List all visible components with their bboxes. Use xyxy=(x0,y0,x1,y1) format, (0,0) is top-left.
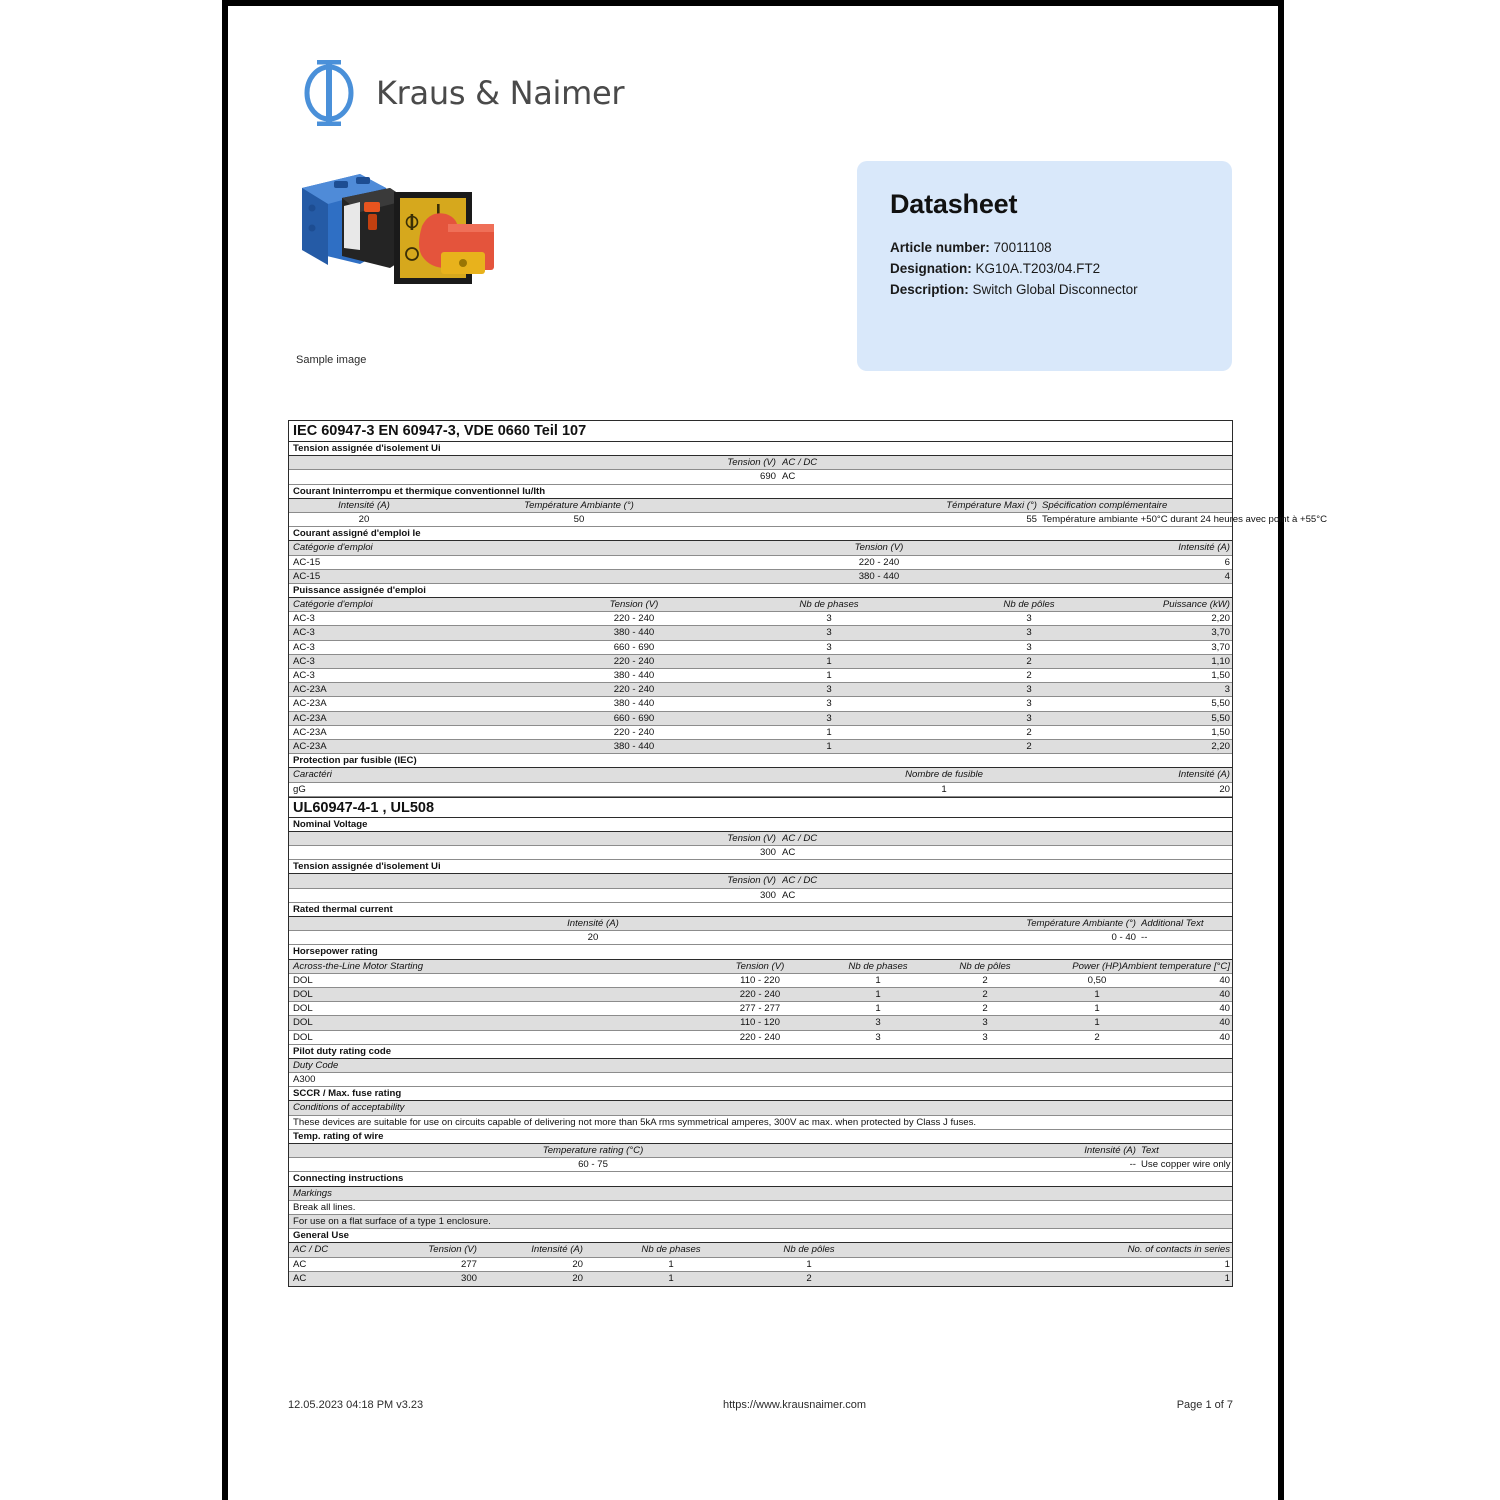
cell-poles: 3 xyxy=(982,1017,988,1029)
designation-line xyxy=(890,259,1232,280)
heading-sccr xyxy=(289,1087,1232,1101)
col-poles: Nb de pôles xyxy=(959,960,1011,972)
cell-category: AC-15 xyxy=(293,556,321,568)
colhdr-wire-temp xyxy=(289,1144,1232,1158)
current-value: 20 xyxy=(587,932,599,944)
col-spec: Spécification complémentaire xyxy=(1042,499,1168,511)
table-row xyxy=(289,712,1232,726)
cell-power: 0,50 xyxy=(1087,974,1107,986)
cell-phases: 1 xyxy=(875,1003,881,1015)
cell-poles: 1 xyxy=(806,1258,812,1270)
heading-rated-thermal-current xyxy=(289,903,1232,917)
cell-voltage: 380 - 440 xyxy=(613,698,655,710)
designation-value: KG10A.T203/04.FT2 xyxy=(975,260,1101,276)
table-row xyxy=(289,726,1232,740)
heading-text: Temp. rating of wire xyxy=(293,1130,384,1142)
col-category: Catégorie d'emploi xyxy=(293,599,373,611)
cell-characteristic: gG xyxy=(293,783,306,795)
cell-voltage: 220 - 240 xyxy=(613,726,655,738)
text-value: Use copper wire only xyxy=(1141,1159,1231,1171)
heading-horsepower xyxy=(289,945,1232,959)
cell-power: 2,20 xyxy=(1211,740,1230,752)
table-row xyxy=(289,697,1232,711)
cell-poles: 2 xyxy=(982,974,988,986)
cell-phases: 3 xyxy=(826,641,832,653)
table-row xyxy=(289,669,1232,683)
table-row xyxy=(289,556,1232,570)
voltage-value: 300 xyxy=(759,847,776,859)
cell-voltage: 380 - 440 xyxy=(613,627,655,639)
cell-category: AC-3 xyxy=(293,627,315,639)
cell-voltage: 380 - 440 xyxy=(613,740,655,752)
acdc-value: AC xyxy=(782,471,796,483)
heading-text: SCCR / Max. fuse rating xyxy=(293,1088,402,1100)
heading-pilot-duty xyxy=(289,1045,1232,1059)
brand-header xyxy=(300,58,624,128)
cell-poles: 2 xyxy=(1026,726,1032,738)
cell-voltage: 660 - 690 xyxy=(613,712,655,724)
col-text: Text xyxy=(1141,1145,1159,1156)
col-characteristic: Caractéri xyxy=(293,769,332,781)
cell-category: AC-23A xyxy=(293,740,327,752)
col-voltage: Tension (V) xyxy=(727,875,776,887)
cell-power: 1,50 xyxy=(1211,670,1230,681)
cell-number: 1 xyxy=(941,783,947,795)
cell-starting: DOL xyxy=(293,1003,313,1015)
heading-text: Rated thermal current xyxy=(293,903,393,915)
col-starting: Across-the-Line Motor Starting xyxy=(293,960,424,972)
cell-category: AC-23A xyxy=(293,712,327,724)
col-poles: Nb de pôles xyxy=(1003,599,1055,611)
heading-insulation-voltage xyxy=(289,442,1232,456)
table-row xyxy=(289,1258,1232,1272)
col-voltage: Tension (V) xyxy=(727,457,776,469)
heading-text: Horsepower rating xyxy=(293,946,378,958)
row-thermal-current xyxy=(289,513,1328,527)
col-current: Intensité (A) xyxy=(531,1244,583,1256)
cell-voltage: 380 - 440 xyxy=(858,570,900,582)
cell-phases: 3 xyxy=(826,613,832,625)
cell-power: 1,50 xyxy=(1211,726,1230,738)
heading-text: General Use xyxy=(293,1230,349,1242)
cell-voltage: 220 - 240 xyxy=(739,1031,781,1043)
current-value: 20 xyxy=(358,513,370,525)
cell-phases: 1 xyxy=(826,670,832,681)
col-current: Intensité (A) xyxy=(1084,1145,1136,1156)
heading-thermal-current xyxy=(289,485,1232,499)
row-connecting-line2 xyxy=(289,1215,1232,1229)
col-ambient: Température Ambiante (°) xyxy=(1026,918,1136,929)
spec-value: Température ambiante +50°C durant 24 heures avec point à +55°C xyxy=(1042,513,1328,525)
cell-voltage: 380 - 440 xyxy=(613,670,655,681)
cell-phases: 1 xyxy=(826,655,832,667)
cell-power: 1 xyxy=(1094,1003,1100,1015)
cell-category: AC-3 xyxy=(293,670,315,681)
table-row xyxy=(289,1031,1232,1045)
cell-ambient: 40 xyxy=(1219,1003,1230,1015)
col-acdc: AC / DC xyxy=(293,1244,329,1256)
table-row xyxy=(289,740,1232,754)
cell-poles: 2 xyxy=(982,988,988,1000)
cell-phases: 1 xyxy=(875,988,881,1000)
product-sample-image xyxy=(290,164,520,324)
table-row xyxy=(289,1272,1232,1286)
row-sccr-conditions xyxy=(289,1116,1232,1130)
colhdr-nominal-voltage xyxy=(289,832,1232,846)
colhdr-sccr xyxy=(289,1101,1232,1115)
footer-url[interactable]: https://www.krausnaimer.com xyxy=(723,1399,867,1411)
cell-voltage: 220 - 240 xyxy=(739,988,781,1000)
cell-phases: 1 xyxy=(668,1258,674,1270)
col-current: Intensité (A) xyxy=(1178,769,1230,781)
cell-power: 5,50 xyxy=(1211,712,1230,724)
heading-wire-temp xyxy=(289,1130,1232,1144)
cell-starting: DOL xyxy=(293,1017,313,1029)
cell-voltage: 300 xyxy=(460,1272,477,1284)
row-fuse-protection xyxy=(289,783,1232,797)
cell-current: 20 xyxy=(572,1258,583,1270)
description-label: Description: xyxy=(890,281,969,297)
cell-voltage: 220 - 240 xyxy=(613,613,655,625)
col-additional: Additional Text xyxy=(1141,918,1204,929)
heading-text: Pilot duty rating code xyxy=(293,1045,392,1057)
cell-poles: 3 xyxy=(982,1031,988,1043)
cell-poles: 2 xyxy=(1026,655,1032,667)
heading-rated-current xyxy=(289,527,1232,541)
heading-text: Courant Ininterrompu et thermique conventionnel Iu/Ith xyxy=(293,485,546,497)
cell-phases: 1 xyxy=(826,740,832,752)
footer-timestamp: 12.05.2023 04:18 PM v3.23 xyxy=(288,1399,424,1411)
table-row xyxy=(289,612,1232,626)
cell-current: 4 xyxy=(1224,570,1230,582)
cell-voltage: 660 - 690 xyxy=(613,641,655,653)
table-row xyxy=(289,1002,1232,1016)
row-pilot-duty xyxy=(289,1073,1232,1087)
description-line xyxy=(890,280,1232,301)
heading-text: Courant assigné d'emploi Ie xyxy=(293,528,421,540)
table-row xyxy=(289,1016,1232,1030)
cell-starting: DOL xyxy=(293,974,313,986)
cell-poles: 2 xyxy=(806,1272,812,1284)
kraus-naimer-phi-logo-icon xyxy=(300,58,358,128)
cell-poles: 3 xyxy=(1026,698,1032,710)
row-ul-insulation-voltage xyxy=(289,889,1232,903)
cell-power: 5,50 xyxy=(1211,698,1230,710)
cell-voltage: 277 xyxy=(460,1258,477,1270)
ambient-value: 50 xyxy=(573,513,585,525)
cell-acdc: AC xyxy=(293,1272,307,1284)
col-current: Intensité (A) xyxy=(338,499,390,511)
cell-phases: 3 xyxy=(875,1017,881,1029)
cell-poles: 3 xyxy=(1026,684,1032,696)
cell-voltage: 110 - 120 xyxy=(740,1017,780,1029)
cell-power: 1,10 xyxy=(1211,655,1230,667)
col-markings: Markings xyxy=(293,1187,332,1199)
cell-voltage: 220 - 240 xyxy=(613,655,655,667)
article-number-line xyxy=(890,238,1232,259)
cell-phases: 3 xyxy=(826,698,832,710)
col-number: Nombre de fusible xyxy=(905,769,983,781)
cell-current: 20 xyxy=(572,1272,583,1284)
colhdr-fuse-protection xyxy=(289,768,1232,782)
cell-power: 1 xyxy=(1094,1017,1100,1029)
col-current: Intensité (A) xyxy=(567,918,619,929)
table-row xyxy=(289,683,1232,697)
row-nominal-voltage xyxy=(289,846,1232,860)
col-max: Témpérature Maxi (°) xyxy=(946,499,1037,511)
cell-category: AC-3 xyxy=(293,655,315,667)
col-voltage: Tension (V) xyxy=(727,832,776,844)
col-duty-code: Duty Code xyxy=(293,1059,339,1071)
col-ambient: Température Ambiante (°) xyxy=(524,499,634,511)
heading-fuse-protection xyxy=(289,754,1232,768)
col-current: Intensité (A) xyxy=(1178,542,1230,554)
cell-category: AC-23A xyxy=(293,726,327,738)
article-number-value: 70011108 xyxy=(993,240,1052,255)
heading-text: Protection par fusible (IEC) xyxy=(293,755,417,767)
acdc-value: AC xyxy=(782,889,796,901)
col-poles: Nb de pôles xyxy=(783,1244,835,1256)
colhdr-general-use xyxy=(289,1243,1232,1257)
colhdr-horsepower xyxy=(289,960,1232,974)
col-conditions: Conditions of acceptability xyxy=(293,1102,405,1114)
cell-phases: 3 xyxy=(826,712,832,724)
cell-phases: 1 xyxy=(826,726,832,738)
table-row xyxy=(289,570,1232,584)
additional-value: -- xyxy=(1141,932,1148,944)
designation-label: Designation: xyxy=(890,260,972,276)
cell-line1: Break all lines. xyxy=(293,1201,356,1213)
cell-ambient: 40 xyxy=(1219,988,1230,1000)
document-page xyxy=(222,0,1328,1500)
footer-page-number: Page 1 of 7 xyxy=(1176,1399,1233,1411)
cell-line2: For use on a flat surface of a type 1 enclosure. xyxy=(293,1215,491,1227)
cell-voltage: 220 - 240 xyxy=(858,556,900,568)
colhdr-connecting xyxy=(289,1187,1232,1201)
col-power: Power (HP) xyxy=(1072,960,1122,972)
cell-power: 3 xyxy=(1224,684,1230,696)
cell-category: AC-3 xyxy=(293,641,315,653)
cell-poles: 3 xyxy=(1026,613,1032,625)
datasheet-title: Datasheet xyxy=(890,189,1018,219)
brand-name: Kraus & Naimer xyxy=(376,74,625,112)
ul-title-text: UL60947-4-1 , UL508 xyxy=(293,799,435,816)
cell-poles: 2 xyxy=(982,1003,988,1015)
cell-phases: 1 xyxy=(668,1272,674,1284)
section-title-iec xyxy=(289,421,1232,442)
colhdr-pilot-duty xyxy=(289,1059,1232,1073)
heading-general-use xyxy=(289,1229,1232,1243)
col-temp: Temperature rating (°C) xyxy=(542,1145,644,1156)
heading-ul-insulation-voltage xyxy=(289,860,1232,874)
cell-power: 2,20 xyxy=(1211,613,1230,625)
colhdr-rated-current xyxy=(289,541,1232,555)
colhdr-rated-thermal-current xyxy=(289,917,1232,931)
ambient-value: 0 - 40 xyxy=(1111,932,1136,944)
cell-contacts: 1 xyxy=(1224,1258,1230,1270)
col-phases: Nb de phases xyxy=(799,599,859,611)
table-row xyxy=(289,655,1232,669)
voltage-value: 690 xyxy=(759,471,776,483)
cell-current: 20 xyxy=(1219,783,1230,795)
heading-connecting xyxy=(289,1172,1232,1186)
cell-power: 3,70 xyxy=(1211,627,1230,639)
max-value: 55 xyxy=(1026,513,1037,525)
cell-category: AC-23A xyxy=(293,698,327,710)
row-wire-temp xyxy=(289,1158,1232,1172)
col-voltage: Tension (V) xyxy=(428,1244,477,1256)
cell-ambient: 40 xyxy=(1219,1017,1230,1029)
col-acdc: AC / DC xyxy=(782,832,818,844)
cell-starting: DOL xyxy=(293,1031,313,1043)
section-title-ul xyxy=(289,797,1232,818)
cell-phases: 3 xyxy=(826,627,832,639)
col-voltage: Tension (V) xyxy=(854,542,904,554)
cell-poles: 3 xyxy=(1026,627,1032,639)
current-value: -- xyxy=(1129,1159,1136,1171)
cell-poles: 3 xyxy=(1026,641,1032,653)
specification-table xyxy=(288,420,1328,1287)
heading-rated-power xyxy=(289,584,1232,598)
colhdr-ul-insulation-voltage xyxy=(289,874,1232,888)
cell-acdc: AC xyxy=(293,1258,307,1270)
cell-poles: 2 xyxy=(1026,670,1032,681)
cell-category: AC-23A xyxy=(293,684,327,696)
cell-category: AC-15 xyxy=(293,570,321,582)
rotary-disconnect-switch-icon xyxy=(290,164,520,324)
heading-text: Nominal Voltage xyxy=(293,818,368,830)
row-rated-thermal-current xyxy=(289,931,1232,945)
article-number-label: Article number: xyxy=(890,240,990,255)
cell-poles: 3 xyxy=(1026,712,1032,724)
cell-power: 3,70 xyxy=(1211,641,1230,653)
col-voltage: Tension (V) xyxy=(735,960,785,972)
colhdr-rated-power xyxy=(289,598,1232,612)
cell-voltage: 277 - 277 xyxy=(739,1003,781,1015)
col-phases: Nb de phases xyxy=(848,960,908,972)
cell-contacts: 1 xyxy=(1224,1272,1230,1284)
datasheet-info-card xyxy=(857,161,1232,371)
colhdr-insulation-voltage xyxy=(289,456,1232,470)
voltage-value: 300 xyxy=(759,889,776,901)
col-acdc: AC / DC xyxy=(782,457,818,469)
cell-conditions: These devices are suitable for use on circuits capable of delivering not more than 5kA rms symmetrical amperes, 300V ac max. when protected by Class J fuses. xyxy=(293,1116,977,1128)
heading-text: Tension assignée d'isolement Ui xyxy=(293,861,441,873)
col-acdc: AC / DC xyxy=(782,875,818,887)
cell-current: 6 xyxy=(1224,556,1230,568)
row-connecting-line1 xyxy=(289,1201,1232,1215)
cell-ambient: 40 xyxy=(1219,974,1230,986)
cell-voltage: 110 - 220 xyxy=(740,974,780,986)
heading-nominal-voltage xyxy=(289,818,1232,832)
col-category: Catégorie d'emploi xyxy=(293,542,373,554)
col-contacts: No. of contacts in series xyxy=(1127,1244,1230,1256)
heading-text: Connecting instructions xyxy=(293,1173,404,1185)
cell-power: 2 xyxy=(1094,1031,1100,1043)
iec-title-text: IEC 60947-3 EN 60947-3, VDE 0660 Teil 107 xyxy=(293,423,587,439)
acdc-value: AC xyxy=(782,847,796,859)
colhdr-thermal-current xyxy=(289,499,1232,513)
description-value: Switch Global Disconnector xyxy=(972,281,1138,297)
temp-value: 60 - 75 xyxy=(578,1159,608,1171)
cell-voltage: 220 - 240 xyxy=(613,684,655,696)
col-power: Puissance (kW) xyxy=(1162,599,1230,611)
heading-text: Tension assignée d'isolement Ui xyxy=(293,443,441,454)
heading-text: Puissance assignée d'emploi xyxy=(293,584,426,596)
table-row xyxy=(289,641,1232,655)
cell-phases: 3 xyxy=(826,684,832,696)
col-ambient: Ambient temperature [°C] xyxy=(1121,960,1230,972)
cell-ambient: 40 xyxy=(1219,1031,1230,1043)
product-image-caption: Sample image xyxy=(296,354,367,366)
cell-phases: 1 xyxy=(875,974,881,986)
cell-phases: 3 xyxy=(875,1031,881,1043)
cell-category: AC-3 xyxy=(293,613,315,625)
cell-starting: DOL xyxy=(293,988,313,1000)
table-row xyxy=(289,626,1232,640)
row-insulation-voltage xyxy=(289,470,1232,484)
table-row xyxy=(289,974,1232,988)
col-voltage: Tension (V) xyxy=(609,599,659,611)
col-phases: Nb de phases xyxy=(641,1244,701,1256)
cell-power: 1 xyxy=(1094,988,1100,1000)
cell-duty-code: A300 xyxy=(293,1074,316,1086)
cell-poles: 2 xyxy=(1026,740,1032,752)
table-row xyxy=(289,988,1232,1002)
